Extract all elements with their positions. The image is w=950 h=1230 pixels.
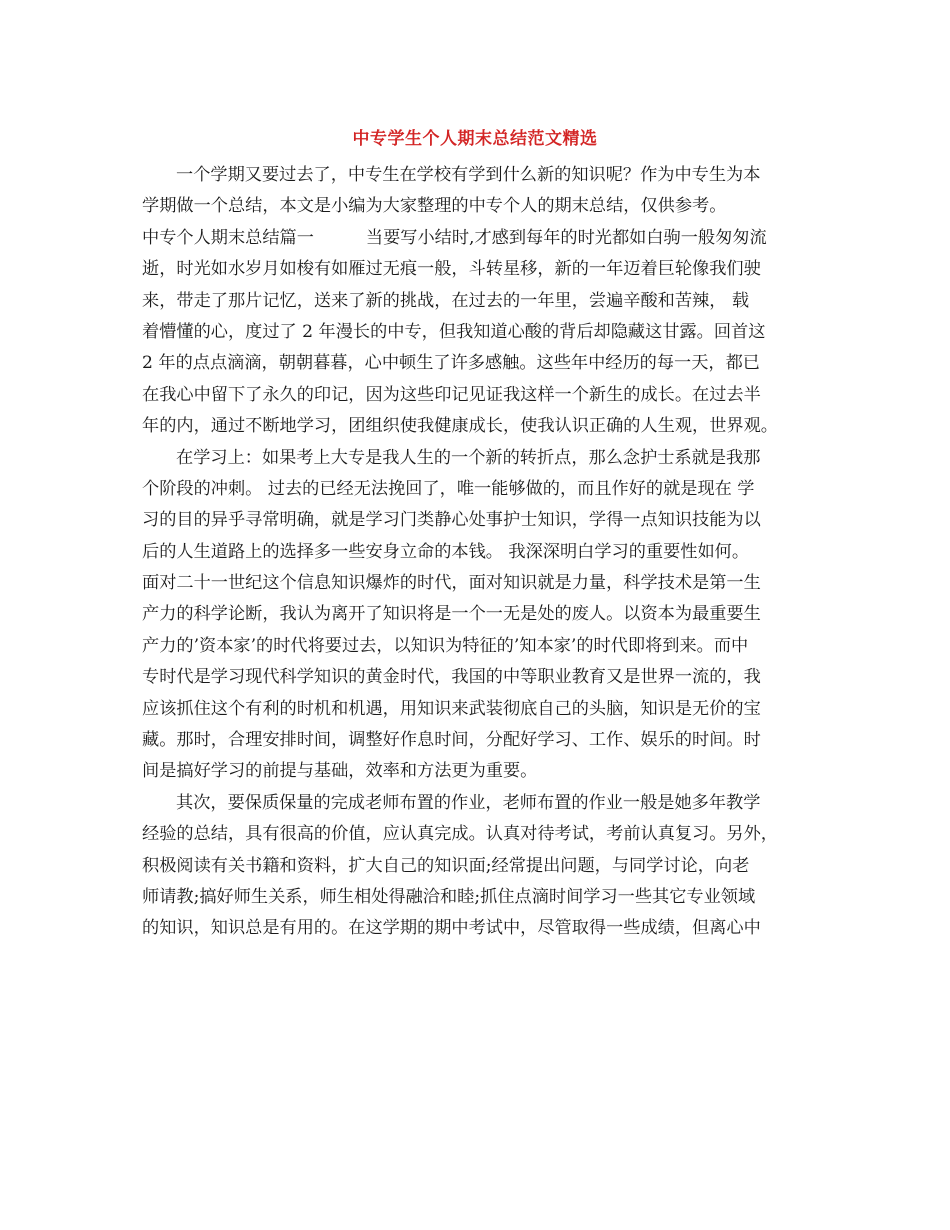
- body-line-section-heading: [142, 223, 822, 254]
- body-line: 在学习上：如果考上大专是我人生的一个新的转折点，那么念护士系就是我那: [176, 447, 761, 468]
- body-line: 学期做一个总结，本文是小编为大家整理的中专个人的期末总结，仅供参考。: [142, 196, 727, 217]
- body-line: 一个学期又要过去了，中专生在学校有学到什么新的知识呢？作为中专生为本: [176, 165, 761, 185]
- body-line: 逝，时光如水岁月如梭有如雁过无痕一般，斗转星移，新的一年迈着巨轮像我们驶: [142, 259, 761, 280]
- body-line: 着懵懂的心，度过了 2 年漫长的中专，但我知道心酸的背后却隐藏这甘露。回首这: [142, 321, 766, 342]
- body-line: 应该抓住这个有利的时机和机遇，用知识来武装彻底自己的头脑，知识是无价的宝: [142, 698, 761, 719]
- body-line: 在我心中留下了永久的印记，因为这些印记见证我这样一个新生的成长。在过去半: [142, 384, 761, 405]
- body-line: 其次，要保质保量的完成老师布置的作业，老师布置的作业一般是她多年教学: [176, 792, 761, 813]
- body-line: 师请教;搞好师生关系，师生相处得融洽和睦;抓住点滴时间学习一些其它专业领域: [142, 886, 756, 907]
- body-line: 年的内，通过不断地学习，团组织使我健康成长，使我认识正确的人生观，世界观。: [142, 416, 778, 437]
- body-line: 专时代是学习现代科学知识的黄金时代，我国的中等职业教育又是世界一流的，我: [142, 667, 761, 688]
- body-line: 的知识，知识总是有用的。在这学期的期中考试中，尽管取得一些成绩，但离心中: [142, 918, 761, 939]
- body-line: 经验的总结，具有很高的价值，应认真完成。认真对待考试，考前认真复习。另外，: [142, 824, 778, 845]
- section-heading: 中专个人期末总结篇一: [142, 227, 314, 248]
- body-line: 来，带走了那片记忆，送来了新的挑战，在过去的一年里，尝遍辛酸和苦辣， 载: [142, 290, 750, 311]
- document-body: [142, 160, 822, 945]
- body-line: 个阶段的冲刺。 过去的已经无法挽回了，唯一能够做的，而且作好的就是现在 学: [142, 478, 755, 499]
- body-line: 积极阅读有关书籍和资料，扩大自己的知识面;经常提出问题，与同学讨论，向老: [142, 855, 750, 876]
- document-title: 中专学生个人期末总结范文精选: [352, 129, 598, 149]
- body-line: 面对二十一世纪这个信息知识爆炸的时代，面对知识就是力量，科学技术是第一生: [142, 573, 761, 594]
- body-line: 间是搞好学习的前提与基础，效率和方法更为重要。: [142, 761, 538, 782]
- body-line: 习的目的异乎寻常明确，就是学习门类静心处事护士知识，学得一点知识技能为以: [142, 510, 761, 531]
- body-line-text: 当要写小结时,才感到每年的时光都如白驹一般匆匆流: [365, 227, 767, 248]
- body-line: 产力的’资本家’的时代将要过去，以知识为特征的’知本家’的时代即将到来。而中: [142, 635, 749, 656]
- body-line: 产力的科学论断，我认为离开了知识将是一个一无是处的废人。以资本为最重要生: [142, 604, 761, 625]
- body-line: 后的人生道路上的选择多一些安身立命的本钱。 我深深明白学习的重要性如何。: [142, 541, 750, 562]
- body-line: 2 年的点点滴滴，朝朝暮暮，心中顿生了许多感触。这些年中经历的每一天，都已: [142, 353, 760, 374]
- body-line: 藏。那时，合理安排时间，调整好作息时间，分配好学习、工作、娱乐的时间。时: [142, 730, 761, 751]
